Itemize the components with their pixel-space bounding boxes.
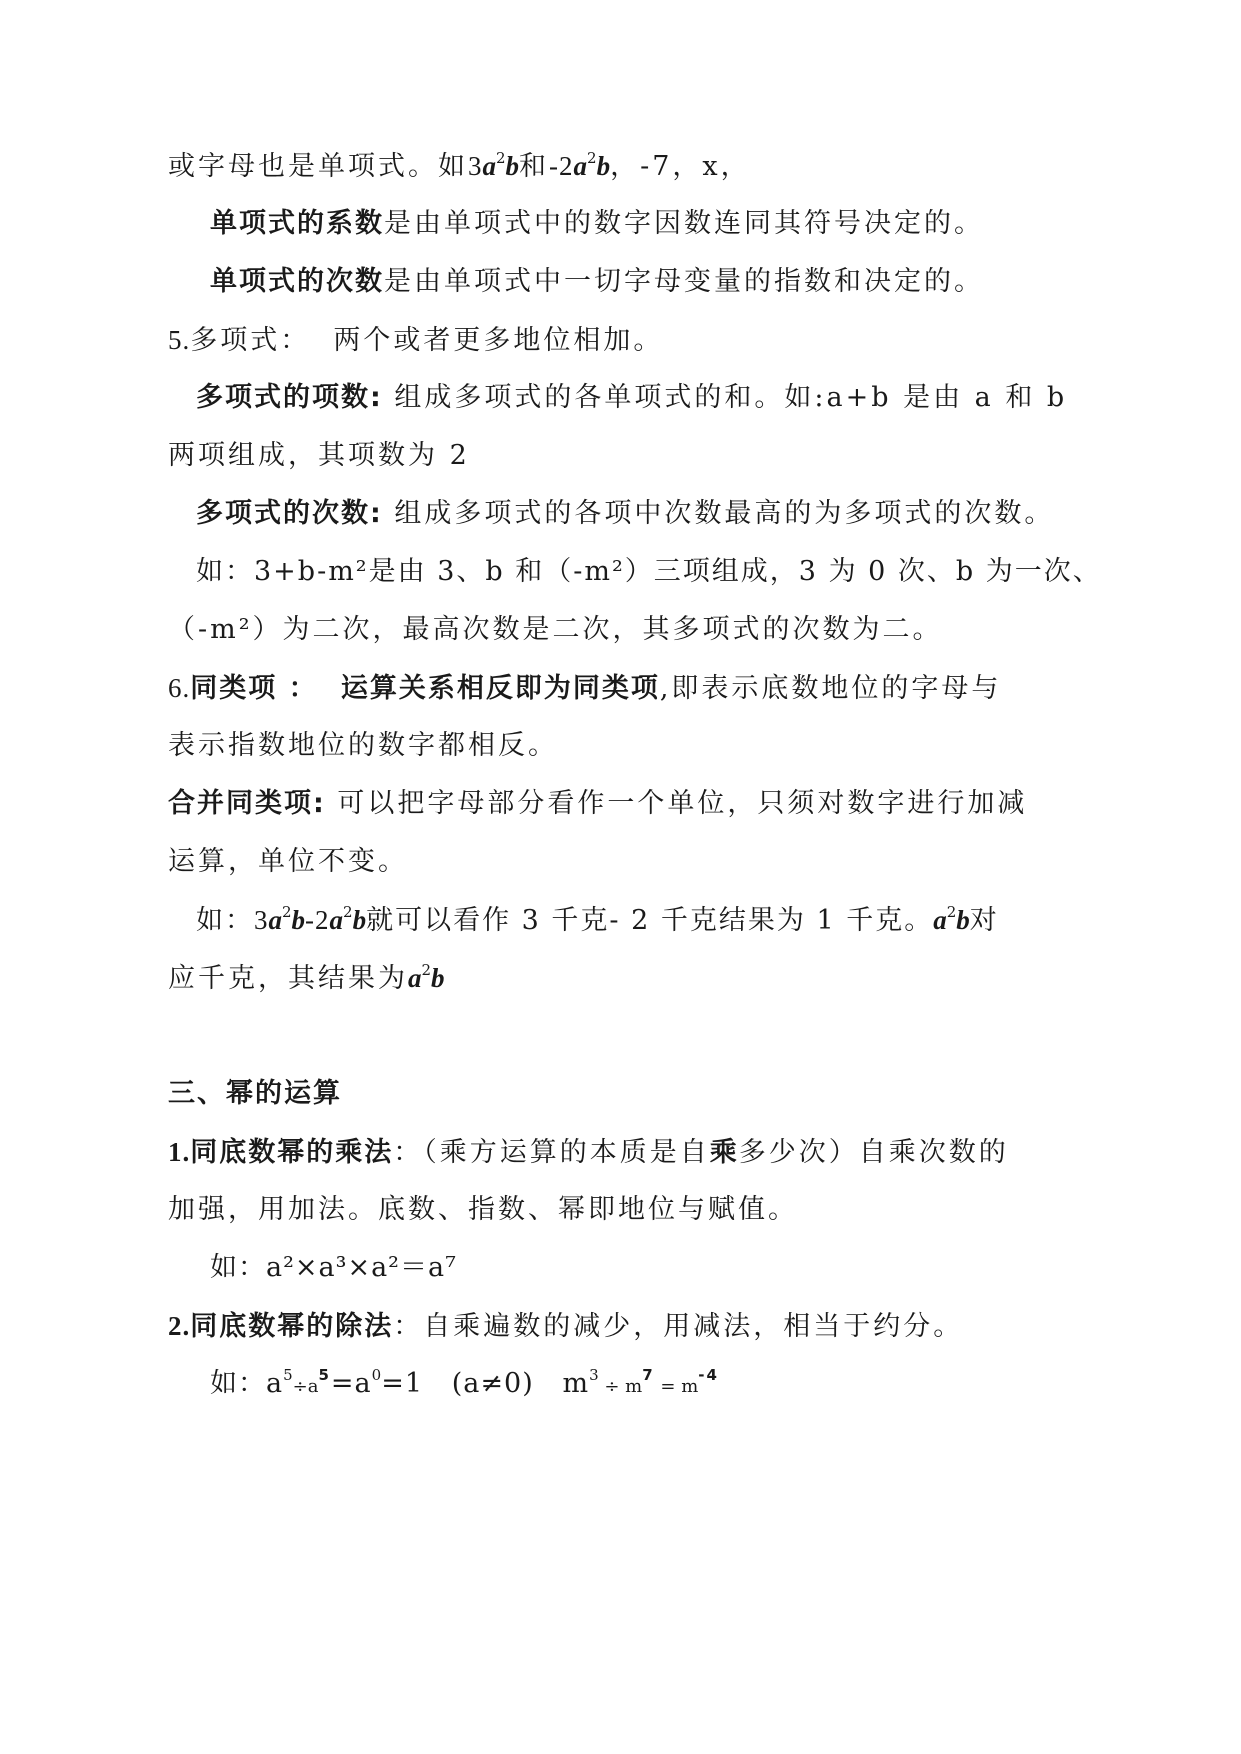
line-10: 6.同类项 ： 运算关系相反即为同类项,即表示底数地位的字母与: [168, 673, 1002, 704]
line-8: 如：3+b-m²是由 3、b 和（-m²）三项组成，3 为 0 次、b 为一次、: [196, 556, 1102, 587]
line-3: 单项式的次数是由单项式中一切字母变量的指数和决定的。: [210, 266, 984, 297]
term-polynomial-terms: 多项式的项数: [196, 382, 370, 413]
line-9: （-m²）为二次，最高次数是二次，其多项式的次数为二。: [168, 614, 943, 645]
line-14: 如：$3a^2b-2a^2b$就可以看作 3 千克- 2 千克结果为 1 千克。$a^2b$对: [196, 903, 999, 936]
line-6: 两项组成，其项数为 2: [168, 440, 470, 471]
line-13: 运算，单位不变。: [168, 846, 408, 877]
line-18: 加强，用加法。底数、指数、幂即地位与赋值。: [168, 1194, 798, 1225]
term-combine-like-terms: 合并同类项: [168, 788, 313, 819]
line-4: 5.多项式： 两个或者更多地位相加。: [168, 325, 664, 356]
term-like-terms: 同类项 ：: [190, 673, 318, 704]
line-11: 表示指数地位的数字都相反。: [168, 730, 558, 761]
term-monomial-coefficient: 单项式的系数: [210, 208, 384, 239]
line-20: 2.同底数幂的除法：自乘遍数的减少，用减法，相当于约分。: [168, 1311, 964, 1342]
line-7: 多项式的次数: 组成多项式的各项中次数最高的为多项式的次数。: [196, 498, 1055, 529]
line-17: 1.同底数幂的乘法：（乘方运算的本质是自乘多少次）自乘次数的: [168, 1137, 1009, 1168]
line-1: 或字母也是单项式。如$3a^2b$和$-2a^2b$，-7，x，: [168, 149, 751, 182]
line-5: 多项式的项数: 组成多项式的各单项式的和。如:a+b 是由 a 和 b: [196, 382, 1068, 413]
term-monomial-degree: 单项式的次数: [210, 266, 384, 297]
line-12: 合并同类项: 可以把字母部分看作一个单位，只须对数字进行加减: [168, 788, 1028, 819]
term-power-multiplication: 同底数幂的乘法: [190, 1137, 394, 1168]
line-19: 如：a²×a³×a²＝a⁷: [210, 1252, 457, 1283]
line-15: 应千克，其结果为$a^2b$: [168, 961, 445, 994]
term-polynomial-degree: 多项式的次数: [196, 498, 370, 529]
section-heading: 三、幂的运算: [168, 1078, 342, 1109]
term-power-division: 同底数幂的除法: [190, 1311, 394, 1342]
line-2: 单项式的系数是由单项式中的数字因数连同其符号决定的。: [210, 208, 984, 239]
line-21: 如：$a^5\div a^5=a^0=1$ (a≠0) $m^3 \div m^7 = m^{-4}$: [210, 1366, 719, 1399]
